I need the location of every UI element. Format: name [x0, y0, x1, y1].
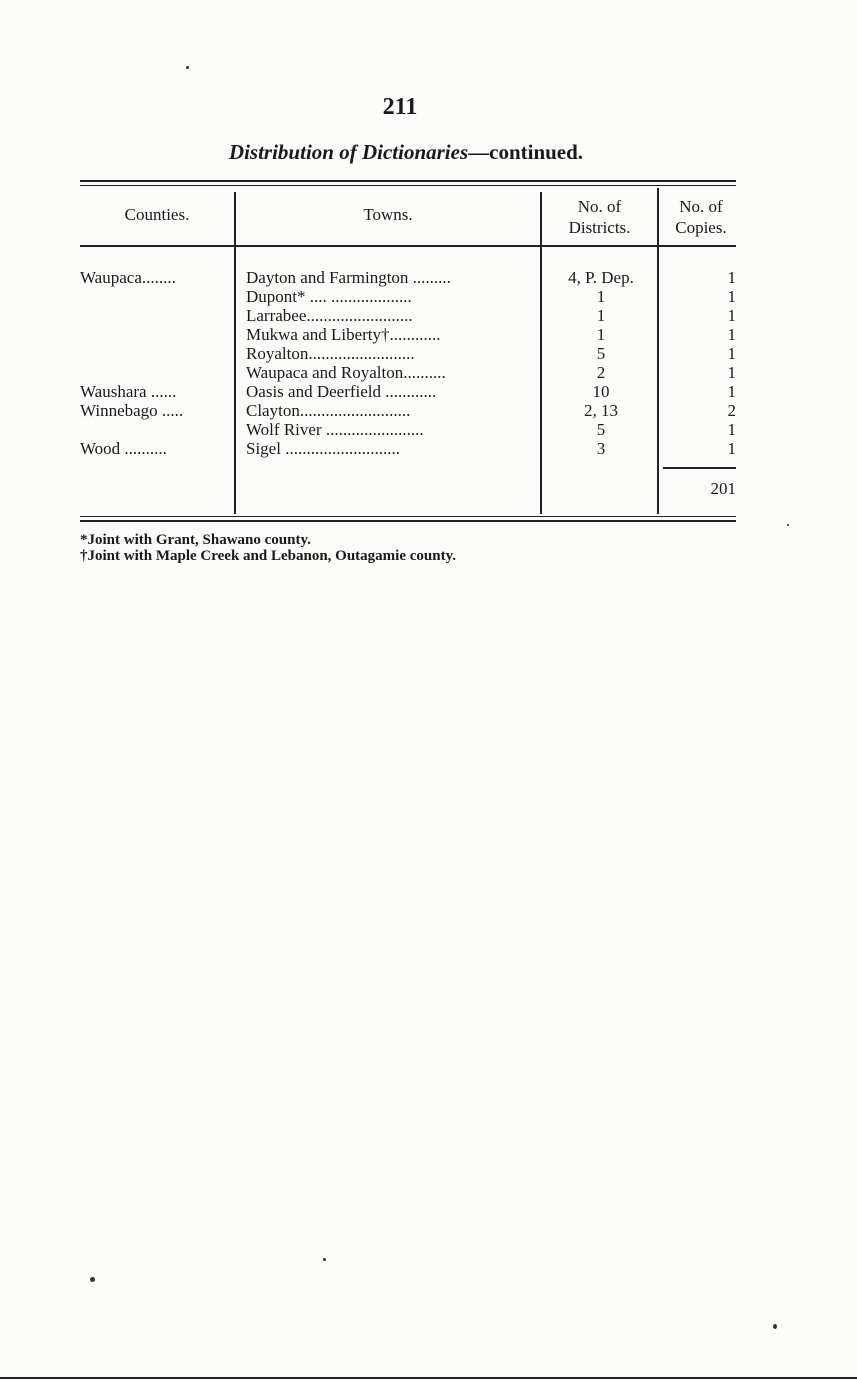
- table-bottom-rule-1: [80, 516, 736, 517]
- page-edge-line: [0, 1377, 857, 1379]
- town-cell: Royalton.........................: [246, 344, 415, 363]
- town-cell: Dupont* .... ...................: [246, 287, 412, 306]
- page-title: [0, 140, 812, 165]
- header-copies-line2: Copies.: [675, 218, 727, 237]
- districts-cell: 2, 13: [584, 401, 618, 420]
- districts-cell: 3: [596, 439, 606, 458]
- town-cell: Waupaca and Royalton..........: [246, 363, 446, 382]
- scan-speck: [773, 1324, 777, 1329]
- header-districts: [542, 196, 657, 238]
- table-top-rule-2: [80, 185, 736, 186]
- districts-cell: 5: [596, 344, 606, 363]
- town-cell: Dayton and Farmington .........: [246, 268, 451, 287]
- title-italic: Distribution of Dictionaries: [228, 140, 469, 164]
- header-counties: Counties.: [124, 205, 190, 224]
- header-copies: [659, 196, 743, 238]
- table-total: [0, 479, 857, 498]
- scan-speck: [186, 66, 189, 69]
- districts-cell: 1: [596, 306, 606, 325]
- districts-cell: 1: [596, 287, 606, 306]
- table-row: [0, 382, 857, 401]
- county-cell: Winnebago .....: [80, 401, 184, 420]
- header-districts-line2: Districts.: [568, 218, 631, 237]
- page-number: 211: [382, 94, 418, 120]
- copies-cell: 1: [727, 420, 736, 439]
- town-cell: Mukwa and Liberty†............: [246, 325, 441, 344]
- districts-cell: 10: [592, 382, 610, 401]
- header-towns: Towns.: [363, 205, 413, 224]
- districts-cell: 2: [596, 363, 606, 382]
- table-row: [0, 344, 857, 363]
- districts-cell: 1: [596, 325, 606, 344]
- footnote-joint-grant: *Joint with Grant, Shawano county.: [80, 532, 311, 548]
- scan-speck: [90, 1277, 95, 1282]
- scan-speck: [323, 1258, 326, 1261]
- districts-cell: 4, P. Dep.: [568, 268, 634, 287]
- copies-cell: 1: [727, 382, 736, 401]
- table-top-rule-1: [80, 180, 736, 182]
- town-cell: Wolf River .......................: [246, 420, 424, 439]
- county-cell: Waushara ......: [80, 382, 177, 401]
- header-districts-line1: No. of: [577, 197, 622, 216]
- table-row: [0, 420, 857, 439]
- copies-cell: 1: [727, 306, 736, 325]
- copies-cell: 1: [727, 439, 736, 458]
- table-row: [0, 363, 857, 382]
- county-cell: Wood ..........: [80, 439, 167, 458]
- footnotes: [80, 532, 456, 564]
- copies-cell: 2: [727, 401, 736, 420]
- total-value: 201: [710, 479, 736, 498]
- table-row: [0, 325, 857, 344]
- districts-cell: 5: [596, 420, 606, 439]
- table-bottom-rule-2: [80, 520, 736, 522]
- town-cell: Larrabee.........................: [246, 306, 413, 325]
- copies-cell: 1: [727, 268, 736, 287]
- copies-cell: 1: [727, 363, 736, 382]
- table-row: [0, 439, 857, 458]
- table-row: [0, 287, 857, 306]
- town-cell: Clayton..........................: [246, 401, 411, 420]
- footnote-joint-maple-creek: †Joint with Maple Creek and Lebanon, Outagamie county.: [80, 548, 457, 564]
- county-cell: Waupaca........: [80, 268, 176, 287]
- town-cell: Sigel ...........................: [246, 439, 400, 458]
- table-row: [0, 401, 857, 420]
- total-rule: [663, 467, 736, 469]
- town-cell: Oasis and Deerfield ............: [246, 382, 437, 401]
- copies-cell: 1: [727, 325, 736, 344]
- table-row: [0, 306, 857, 325]
- copies-cell: 1: [727, 287, 736, 306]
- title-continued: —continued.: [468, 140, 584, 164]
- table-row: [0, 268, 857, 287]
- header-underline: [80, 245, 736, 247]
- header-copies-line1: No. of: [679, 197, 723, 216]
- scan-speck: [787, 524, 789, 526]
- copies-cell: 1: [727, 344, 736, 363]
